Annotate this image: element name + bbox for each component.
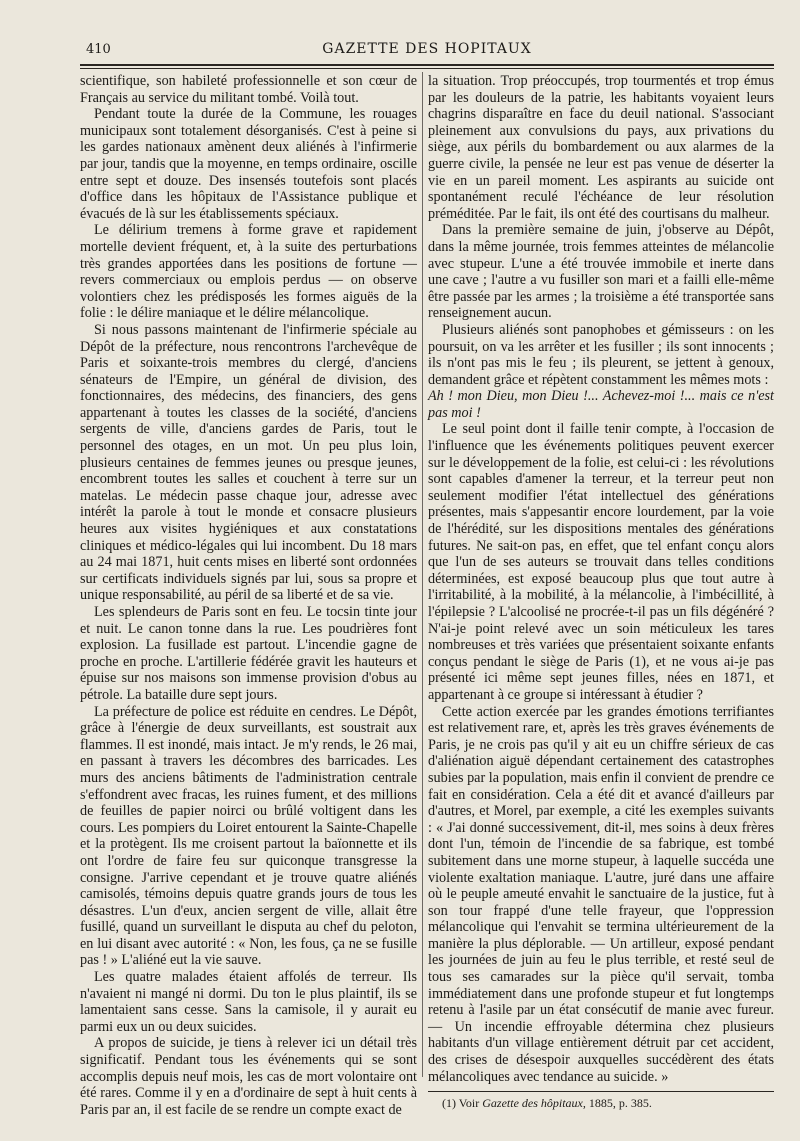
page-number: 410: [86, 42, 111, 57]
header-rule-thin: [80, 68, 774, 69]
paragraph: Les splendeurs de Paris sont en feu. Le tocsin tinte jour et nuit. Le canon tonne dans la rue. Les poudrières font explosion. La fusillade est partout. L'incendie gagne de proche en proche. L'artillerie fédérée gravit les hauteurs et épuise sur nos maisons son immense provision d'obus au pétrole. La bataille dure sept jours.: [80, 604, 417, 703]
header-rule-thick: [80, 64, 774, 66]
paragraph: Plusieurs aliénés sont panophobes et gémisseurs : on les poursuit, on va les arrêter et les fusiller ; ils sont innocents ; ils n'ont pas mis le feu ; ils pleurent, se jettent à genoux, demandent grâce et répètent constamment les mêmes mots :: [428, 321, 774, 388]
paragraph: Si nous passons maintenant de l'infirmerie spéciale au Dépôt de la préfecture, nous rencontrons l'archevêque de Paris et soixante-trois membres du clergé, d'anciens sénateurs de l'Empire, un général de division, des fonctionnaires, des médecins, des financiers, des gens appartenant à toutes les classes de la société, d'anciens sergents de ville, d'anciens gardes de Paris, tout le personnel des otages, en un mot. Un peu plus loin, plusieurs centaines de femmes jeunes ou presque jeunes, encombrent toutes les salles et couchent à terre sur un matelas. Le médecin passe chaque jour, adresse avec intérêt la parole à tout le monde et consacre plusieurs heures aux visites hygiéniques et aux constatations cliniques et médico-légales qui lui incombent. Du 18 mars au 24 mai 1871, huit cents mises en liberté sont ordonnées sur certificats individuels signés par lui, sous sa propre et unique responsabilité, au péril de sa liberté et de sa vie.: [80, 321, 417, 604]
footnote-ref: 1885, p. 385.: [588, 1096, 652, 1111]
paragraph: Cette action exercée par les grandes émotions terrifiantes est relativement rare, et, après les très graves événements de Paris, je ne crois pas qu'il y ait eu un chiffre sérieux de cas d'aliénation aiguë dépendant certainement des catastrophes subies par la population, mais enfin il convient de prendre ce fait en considération. Cela a été dit et avancé d'ailleurs par d'autres, et Morel, par exemple, a cité les exemples suivants : « J'ai donné successivement, dit-il, mes soins à deux frères dont l'un, témoin de l'incendie de sa fabrique, est tombé subitement dans une morne stupeur, à laquelle succéda une violente exaltation maniaque. L'autre, juré dans une affaire où le peuple ameuté envahit le sanctuaire de la justice, fut à son tour frappé d'une telle frayeur, que l'oppression mélancolique qui l'envahit se termina ultérieurement de la manière la plus déplorable. — Un artilleur, exposé pendant les journées de juin au feu le plus terrible, et resté seul de tous ses camarades sur la pièce qu'il servait, tomba immédiatement dans une profonde stupeur et fut longtemps retenu à l'asile par un état consécutif de manie avec fureur. — Un incendie effroyable détermina chez plusieurs habitants d'un village entièrement détruit par cet accident, des crises de désespoir auxquelles succédèrent des états mélancoliques avec tendance au suicide. »: [428, 703, 774, 1085]
running-title: GAZETTE DES HOPITAUX: [322, 41, 532, 57]
column-divider: [422, 72, 423, 1077]
paragraph: Le seul point dont il faille tenir compte, à l'occasion de l'influence que les événements politiques peuvent exercer sur le développement de la folie, est celui-ci : les révolutions sont capables d'amener la terreur, et la terreur peut non seulement modifier l'état intellectuel des générations présentes, mais s'appesantir encore lourdement, par la voie de l'hérédité, sur les dispositions mentales des générations futures. Ne sait-on pas, en effet, que tel enfant conçu alors que l'un de ses auteurs se trouvait dans telles conditions déterminées, est exposé beaucoup plus que tout autre à l'irritabilité, à la mobilité, à la mélancolie, à l'imbécillité, à l'épilepsie ? L'alcoolisé ne procrée-t-il pas un fils dégénéré ? N'ai-je point relevé avec un soin méticuleux les tares nombreuses et très variées que présentaient soixante enfants conçus pendant le siège de Paris (1), et ne vous ai-je pas présenté ici même sept jeunes filles, nées en 1871, et appartenant à ce groupe si intéressant à étudier ?: [428, 421, 774, 703]
paragraph: Pendant toute la durée de la Commune, les rouages municipaux sont totalement désorganisés. C'est à peine si les gardes nationaux amènent deux aliénés à l'infirmerie par jour, tandis que la moyenne, en temps ordinaire, oscille entre sept et douze. Des insensés toutefois sont placés d'office dans les hôpitaux de l'Assistance publique et évacués de là sur les établissements spéciaux.: [80, 106, 417, 222]
footnote-marker: (1) Voir: [442, 1096, 480, 1111]
left-column: [80, 73, 417, 1118]
page-header: [80, 38, 774, 62]
paragraph: A propos de suicide, je tiens à relever ici un détail très significatif. Pendant tous les événements qui se sont accomplis depuis neuf mois, les cas de mort volontaire ont été rares. Comme il y en a d'ordinaire de sept à huit cents à Paris par an, il est facile de se rendre un compte exact de: [80, 1035, 417, 1118]
footnote: [428, 1096, 774, 1110]
paragraph: Dans la première semaine de juin, j'observe au Dépôt, dans la même journée, trois femmes atteintes de mélancolie avec stupeur. L'une a été trouvée immobile et inerte dans une cave ; l'autre a vu fusiller son mari et a failli elle-même être passée par les armes ; la troisième a été transportée sans renseignement aucun.: [428, 222, 774, 322]
paragraph: la situation. Trop préoccupés, trop tourmentés et trop émus par les douleurs de la patrie, les habitants voyaient leurs chagrins disparaître en face du deuil national. S'associant pleinement aux convulsions du pays, aux privations du siège, aux périls du bombardement ou aux alarmes de la guerre civile, la pensée ne leur est pas venue de déserter la vie en un pareil moment. Les aspirants au suicide ont spontanément reculé l'échéance de leur résolution préméditée. Par le fait, ils ont été des courtisans du malheur.: [428, 73, 774, 222]
paragraph: Les quatre malades étaient affolés de terreur. Ils n'avaient ni mangé ni dormi. Du ton le plus plaintif, ils se lamentaient sans cesse. Sans la camisole, il y aurait eu parmi eux un ou deux suicides.: [80, 969, 417, 1035]
footnote-rule: [428, 1091, 774, 1092]
paragraph: Le délirium tremens à forme grave et rapidement mortelle devient fréquent, et, à la suite des perturbations très grandes apportées dans les positions de fortune — revers commerciaux ou emplois perdus — on observe volontiers chez les prédisposés les formes aiguës de la folie : le délire maniaque et le délire mélancolique.: [80, 222, 417, 322]
right-column: [428, 73, 774, 1110]
paragraph: scientifique, son habileté professionnelle et son cœur de Français au service du militant tombé. Voilà tout.: [80, 73, 417, 106]
footnote-source: Gazette des hôpitaux,: [482, 1096, 586, 1111]
quoted-cry-text: Ah ! mon Dieu, mon Dieu !... Achevez-moi !... mais ce n'est pas moi !: [428, 388, 774, 421]
quoted-cry: [428, 388, 774, 421]
paragraph: La préfecture de police est réduite en cendres. Le Dépôt, grâce à l'énergie de deux surveillants, est soustrait aux flammes. Il est inondé, mais intact. Je m'y rends, le 26 mai, en passant à travers les décombres des barricades. Les murs des anciens bâtiments de l'administration centrale s'effondrent avec fracas, les ruines fument, et des millions de feuilles de papier noirci ou brûlé voltigent dans les cours. Les pompiers du Loiret entourent la Sainte-Chapelle et la protègent. Ils me croisent partout la baïonnette et ils ont l'ordre de faire feu sur quiconque transgresse la consigne. J'arrive cependant et je trouve quatre aliénés camisolés, témoins depuis quatre grands jours de tous les désastres. L'un d'eux, ancien sergent de ville, allait être fusillé, quand un surveillant le disputa au chef du peloton, en lui disant avec autorité : « Non, les fous, ça ne se fusille pas ! » L'aliéné eut la vie sauve.: [80, 703, 417, 969]
